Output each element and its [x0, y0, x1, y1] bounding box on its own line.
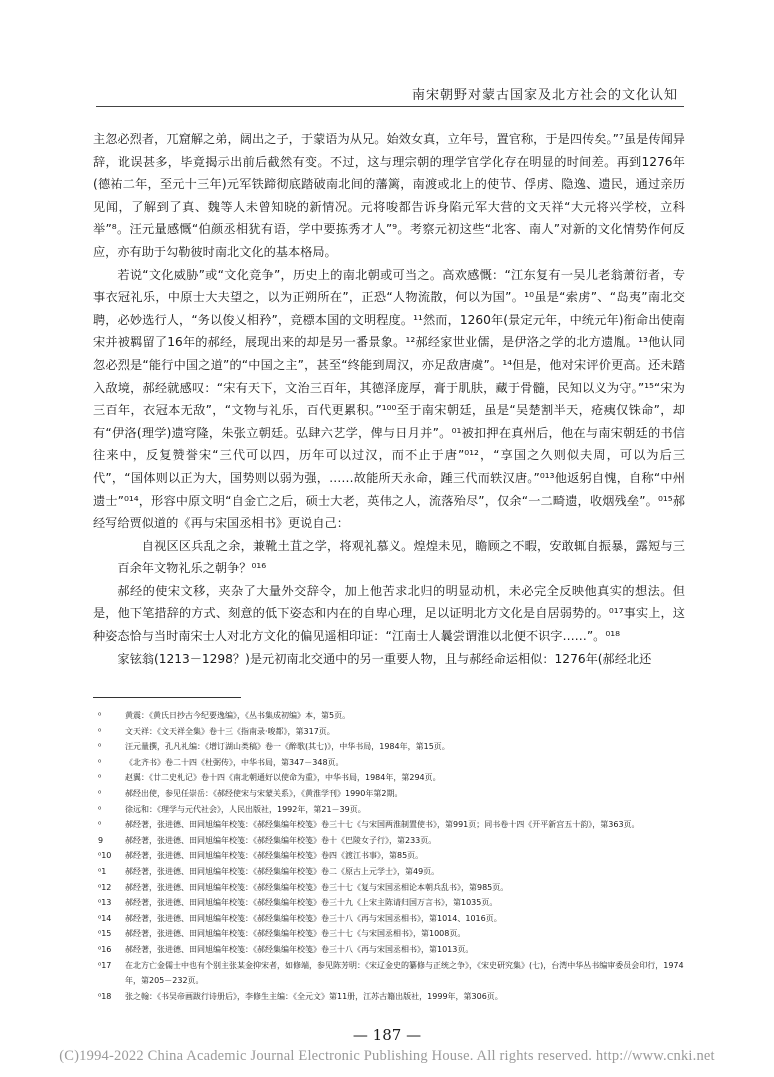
article-body: [93, 128, 685, 670]
paragraph-1: 主忽必烈者，兀窟解之弟，阔出之子，于蒙语为从兄。始效女真，立年号，置官称，于是四传矣。”⁷虽是传闻异辞，讹误甚多，毕竟揭示出前后截然有变。不过，这与理宗朝的理学官学化存在明显的时间差。再到1276年(德祐二年，至元十三年)元军铁蹄彻底踏破南北间的藩篱，南渡或北上的使节、俘虏、隐逸、遗民，通过亲历见闻，了解到了真、魏等人未曾知晓的新情况。元将唆都告诉身陷元军大营的文天祥“大元将兴学校，立科举”⁸。汪元量感慨“伯颜丞相犹有语，学中要拣秀才人”⁹。考察元初这些“北客、南人”对新的文化情势作何反应，亦有助于勾勒彼时南北文化的基本格局。: [93, 132, 685, 259]
page-number: — 187 —: [352, 1026, 422, 1044]
footnote: ⁰ 赵翼：《廿二史札记》卷十四《南北朝通好以使命为重》，中华书局，1984年，第294页。: [98, 773, 441, 783]
paragraph-4: 家铉翁(1213－1298？)是元初南北交通中的另一重要人物，且与郝经命运相似：1276年(郝经北还: [117, 651, 652, 666]
footnote: ⁰10 郝经著，张进德、田同旭编年校笺：《郝经集编年校笺》卷四《渡江书事》，第85页。: [98, 851, 424, 861]
header-divider: [96, 106, 684, 107]
paragraph-2: 若说“文化威胁”或“文化竞争”，历史上的南北朝或可当之。高欢感慨：“江东复有一吴儿老翁萧衍者，专事衣冠礼乐，中原士大夫望之，以为正朔所在”，正恐“人物流散，何以为国”。¹⁰虽是“索虏”、“岛夷”南北交聘，必妙选行人，“务以俊乂相矜”，竞標本国的文明程度。¹¹然而，1260年(景定元年，中统元年)衔命出使南宋并被羁留了16年的郝经，展现出来的却是另一番景象。¹²郝经家世业儒，是伊洛之学的北方遗胤。¹³他认同忽必烈是“能行中国之道”的“中国之主”，甚至“终能到周汉，亦足敌唐虞”。¹⁴但是，他对宋评价更高。还未踏入敌境，郝经就感叹：“宋有天下，文治三百年，其德泽庞厚，膏于肌肤，藏于骨髓，民知以义为守。”¹⁵“宋为三百年，衣冠本无敌”，“文物与礼乐，百代更累积。”¹⁰⁰至于南宋朝廷，虽是“吴楚割半天，疮痍仅铢命”，却有“伊洛(理学)遗穹隆，朱张立朝廷。弘肆六艺学，俾与日月并”。⁰¹被扣押在真州后，他在与南宋朝廷的书信往来中，反复赞誉宋“三代可以四，历年可以过汉，而不止于唐”⁰¹²，“享国之久则似夫周，可以为后三代”，“国体则以正为大，国势则以弱为强，……故能所天永命，踵三代而轶汉唐。”⁰¹³他返躬自愧，自称“中州遗士”⁰¹⁴，形容中原文明“自金亡之后，硕士大老，英伟之人，流落殆尽”，仅余“一二畸遗，收烟残垒”。⁰¹⁵郝经写给贾似道的《再与宋国丞相书》更说自己：: [93, 267, 685, 531]
footnote: ⁰ 郝经出使，参见任崇岳：《郝经使宋与宋蒙关系》，《黄淮学刊》1990年第2期。: [98, 788, 403, 798]
footnote: ⁰15 郝经著，张进德、田同旭编年校笺：《郝经集编年校笺》卷三十七《与宋国丞相书》，第1008页。: [98, 929, 466, 939]
footnotes: [93, 708, 685, 1004]
footnote: ⁰ 汪元量撰，孔凡礼编：《增订湖山类稿》卷一《醉歌(其七)》，中华书局，1984年，第15页。: [98, 742, 450, 752]
footnote-divider: [93, 697, 241, 698]
footnote: ⁰17 在北方亡金儒士中也有个别主张某金抑宋者，如修端，参见陈芳明：《宋辽金史的纂修与正统之争》，《宋史研究集》(七)，台湾中华丛书编审委员会印行，1974年，第205－232页。: [98, 960, 684, 986]
footnote: ⁰18 张之翰：《书吴帝画跋行诗册后》，李修生主编：《全元文》第11册，江苏古籍出版社，1999年，第306页。: [98, 991, 503, 1001]
paragraph-3: 郝经的使宋文移，夹杂了大量外交辞令，加上他苦求北归的明显动机，未必完全反映他真实的想法。但是，他下笔措辞的方式、刻意的低下姿态和内在的自卑心理，足以证明北方文化是自居弱势的。⁰¹⁷事实上，这种姿态恰与当时南宋士人对北方文化的偏见遥相印证：“江南士人曩尝谓淮以北便不识字……”。⁰¹⁸: [93, 583, 685, 644]
footnote: ⁰16 郝经著，张进德、田同旭编年校笺：《郝经集编年校笺》卷三十八《再与宋国丞相书》，第1013页。: [98, 944, 474, 954]
footnote: ⁰ 文天祥：《文天祥全集》卷十三《指南录·唆都》，第317页。: [98, 726, 335, 736]
copyright-watermark: (C)1994-2022 China Academic Journal Electronic Publishing House. All rights reserved. http://www.cnki.net: [59, 1048, 715, 1064]
footnote: 9 郝经著，张进德、田同旭编年校笺：《郝经集编年校笺》卷十《巴陵女子行》，第233页。: [98, 835, 437, 845]
block-quote: 自视区区兵乱之余，兼靴土苴之学，将观礼慕义。煌煌未见，瞻顾之不暇，安敢辄自振暴，露短与三百余年文物礼乐之朝争？⁰¹⁶: [117, 538, 685, 576]
footnote: ⁰ 黄震：《黄氏日抄古今纪要逸编》，《丛书集成初编》本，第5页。: [98, 711, 351, 720]
footnote: ⁰ 《北齐书》卷二十四《杜弼传》，中华书局，第347－348页。: [98, 757, 344, 767]
footnote: ⁰12 郝经著，张进德、田同旭编年校笺：《郝经集编年校笺》卷三十七《复与宋国丞相论本朝兵乱书》，第985页。: [98, 882, 509, 892]
footnote: ⁰ 徐远和：《理学与元代社会》，人民出版社，1992年，第21－39页。: [98, 804, 366, 814]
footnote: ⁰ 郝经著，张进德、田同旭编年校笺：《郝经集编年校笺》卷三十七《与宋国两淮制置使书》，第991页；同书卷十四《开平新宫五十韵》，第363页。: [98, 820, 640, 830]
footnote: ⁰14 郝经著，张进德、田同旭编年校笺：《郝经集编年校笺》卷三十八《再与宋国丞相书》，第1014、1016页。: [98, 913, 502, 923]
footnote: ⁰1 郝经著，张进德、田同旭编年校笺：《郝经集编年校笺》卷二《原古上元学士》，第49页。: [98, 866, 440, 876]
running-title: 南宋朝野对蒙古国家及北方社会的文化认知: [411, 88, 678, 103]
footnote: ⁰13 郝经著，张进德、田同旭编年校笺：《郝经集编年校笺》卷三十九《上宋主陈请归国万言书》，第1035页。: [98, 898, 498, 908]
